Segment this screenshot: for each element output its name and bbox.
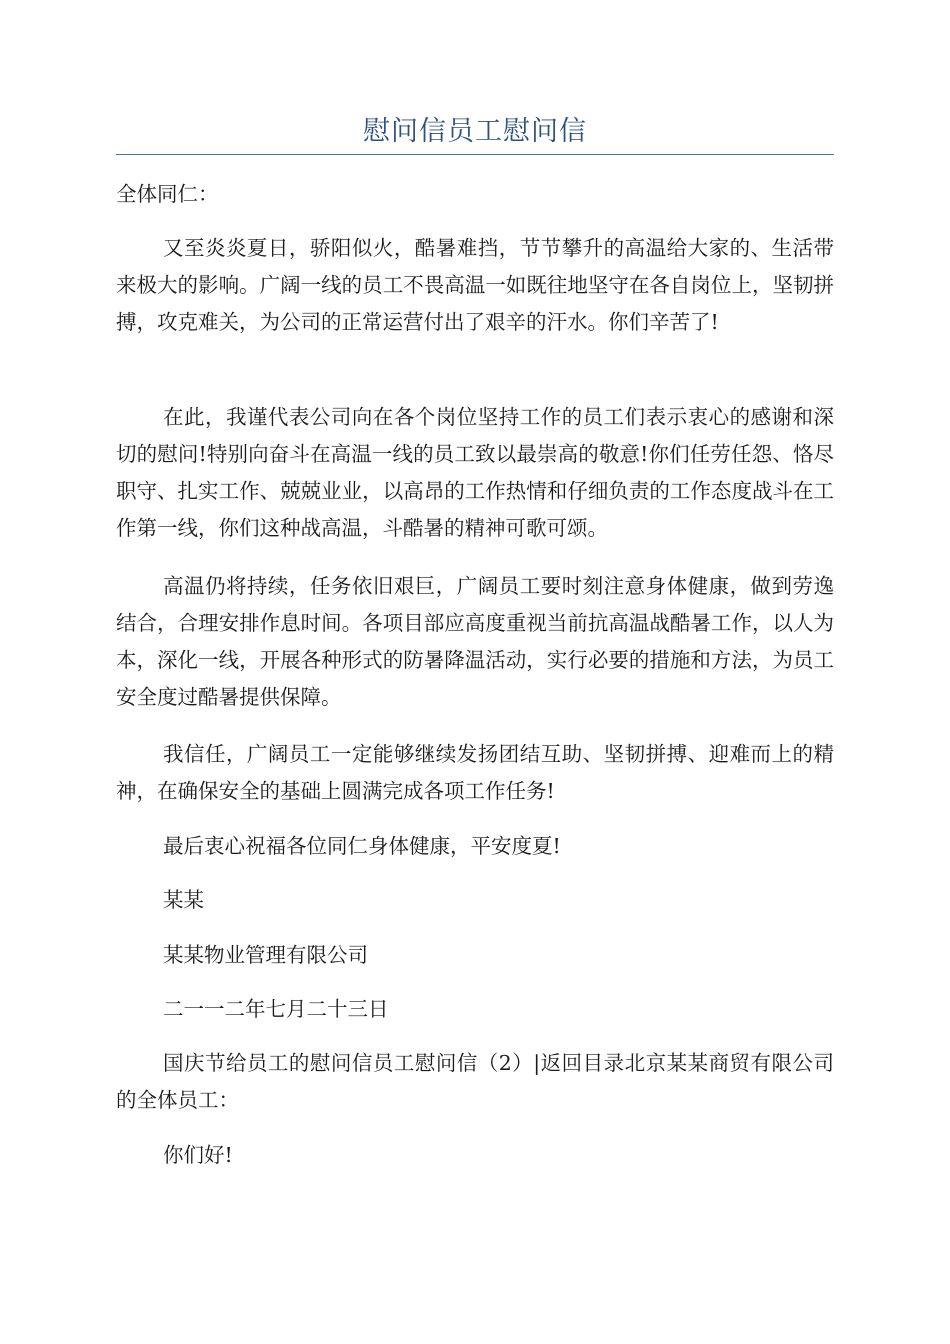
document-title: 慰问信员工慰问信 (363, 116, 587, 147)
signature-name: 某某 (163, 888, 204, 912)
paragraph-5: 最后衷心祝福各位同仁身体健康，平安度夏! (163, 834, 561, 858)
second-letter-intro: 国庆节给员工的慰问信员工慰问信（2）|返回目录北京某某商贸有限公司的全体员工： (116, 1051, 834, 1112)
title-underline (116, 154, 834, 155)
signature-company: 某某物业管理有限公司 (163, 943, 368, 967)
paragraph-4: 我信任，广阔员工一定能够继续发扬团结互助、坚韧拼搏、迎难而上的精神，在确保安全的基础上圆满完成各项工作任务! (116, 742, 834, 803)
salutation: 全体同仁： (116, 182, 219, 206)
paragraph-3: 高温仍将持续，任务依旧艰巨，广阔员工要时刻注意身体健康，做到劳逸结合，合理安排作息时间。各项目部应高度重视当前抗高温战酷暑工作，以人为本，深化一线，开展各种形式的防暑降温活动，实行必要的措施和方法，为员工安全度过酷暑提供保障。 (116, 574, 834, 709)
paragraph-2: 在此，我谨代表公司向在各个岗位坚持工作的员工们表示衷心的感谢和深切的慰问!特别向奋斗在高温一线的员工致以最崇高的敬意!你们任劳任怨、恪尽职守、扎实工作、兢兢业业，以高昂的工作热情和仔细负责的工作态度战斗在工作第一线，你们这种战高温，斗酷暑的精神可歌可颂。 (116, 405, 834, 540)
signature-date: 二一一二年七月二十三日 (163, 997, 389, 1021)
second-letter-greeting: 你们好! (163, 1143, 233, 1167)
paragraph-1: 又至炎炎夏日，骄阳似火，酷暑难挡，节节攀升的高温给大家的、生活带来极大的影响。广阔一线的员工不畏高温一如既往地坚守在各自岗位上，坚韧拼搏，攻克难关，为公司的正常运营付出了艰辛的汗水。你们辛苦了! (116, 236, 834, 334)
